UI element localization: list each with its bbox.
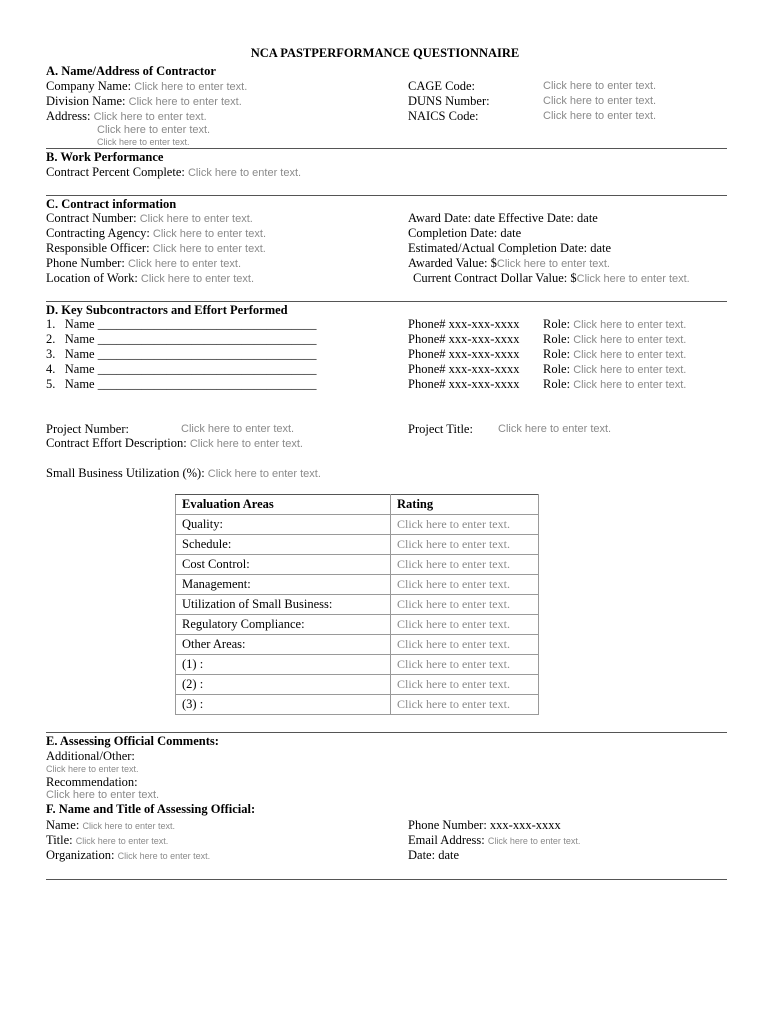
role-field[interactable]: Click here to enter text. (573, 379, 687, 391)
contracting-agency-label: Contracting Agency: (46, 226, 150, 240)
row-number: 1. (46, 317, 56, 331)
rating-field[interactable]: Click here to enter text. (391, 555, 539, 575)
table-row (176, 635, 539, 655)
section-b-heading: B. Work Performance (46, 150, 164, 164)
awarded-value-field[interactable]: Click here to enter text. (496, 258, 610, 270)
table-row (176, 555, 539, 575)
current-dollar-value-field[interactable]: Click here to enter text. (576, 273, 690, 285)
division-name-field[interactable]: Click here to enter text. (128, 96, 242, 108)
address-field-1[interactable]: Click here to enter text. (93, 111, 207, 123)
table-row (176, 615, 539, 635)
additional-other-field[interactable]: Click here to enter text. (46, 764, 139, 774)
subcontractor-row (46, 362, 316, 377)
awarded-value-label: Awarded Value: $ (408, 256, 497, 270)
responsible-officer-label: Responsible Officer: (46, 241, 150, 255)
official-title-label: Title: (46, 833, 73, 847)
address-label: Address: (46, 109, 91, 123)
role-field[interactable]: Click here to enter text. (573, 349, 687, 361)
duns-number-label: DUNS Number: (408, 94, 490, 108)
phone-number-field[interactable]: Click here to enter text. (127, 258, 242, 270)
area-label: Other Areas: (176, 635, 391, 655)
subcontractor-name-field[interactable]: Name ___________________________________ (64, 377, 317, 391)
division-name-label: Division Name: (46, 94, 126, 108)
row-number: 5. (46, 377, 56, 391)
page-title: NCA PASTPERFORMANCE QUESTIONNAIRE (250, 46, 520, 60)
cage-code-label: CAGE Code: (408, 79, 476, 93)
role-field[interactable]: Click here to enter text. (573, 334, 687, 346)
subcontractor-name-field[interactable]: Name ___________________________________ (64, 317, 317, 331)
subcontractor-phone[interactable]: Phone# xxx-xxx-xxxx (408, 362, 520, 376)
area-label: (2) : (176, 675, 391, 695)
table-row (176, 595, 539, 615)
organization-field[interactable]: Click here to enter text. (117, 851, 211, 861)
rating-field[interactable]: Click here to enter text. (391, 675, 539, 695)
column-header-evaluation-areas: Evaluation Areas (176, 495, 391, 515)
responsible-officer-field[interactable]: Click here to enter text. (152, 243, 266, 255)
area-label: Quality: (176, 515, 391, 535)
area-label: (3) : (176, 695, 391, 715)
contract-number-label: Contract Number: (46, 211, 137, 225)
contract-number-field[interactable]: Click here to enter text. (139, 213, 253, 225)
cage-code-field[interactable]: Click here to enter text. (543, 80, 657, 92)
table-row (176, 655, 539, 675)
role-label: Role: (543, 377, 571, 391)
row-number: 4. (46, 362, 56, 376)
area-label: Regulatory Compliance: (176, 615, 391, 635)
divider (46, 301, 727, 302)
rating-field[interactable]: Click here to enter text. (391, 575, 539, 595)
area-label: Cost Control: (176, 555, 391, 575)
subcontractor-row (46, 317, 316, 332)
section-c-heading: C. Contract information (46, 197, 177, 211)
location-of-work-label: Location of Work: (46, 271, 138, 285)
subcontractor-name-field[interactable]: Name ___________________________________ (64, 362, 317, 376)
role-field[interactable]: Click here to enter text. (573, 364, 687, 376)
section-a-heading: A. Name/Address of Contractor (46, 64, 216, 78)
subcontractor-phone[interactable]: Phone# xxx-xxx-xxxx (408, 332, 520, 346)
section-d-heading: D. Key Subcontractors and Effort Performed (46, 303, 288, 317)
table-header-row (176, 495, 539, 515)
effort-description-label: Contract Effort Description: (46, 436, 187, 450)
location-of-work-field[interactable]: Click here to enter text. (140, 273, 255, 285)
role-label: Role: (543, 332, 571, 346)
rating-field[interactable]: Click here to enter text. (391, 655, 539, 675)
small-business-utilization-label: Small Business Utilization (%): (46, 466, 205, 480)
area-label: Management: (176, 575, 391, 595)
table-row (176, 535, 539, 555)
duns-number-field[interactable]: Click here to enter text. (543, 95, 657, 107)
address-field-3[interactable]: Click here to enter text. (97, 137, 190, 147)
subcontractor-phone[interactable]: Phone# xxx-xxx-xxxx (408, 317, 520, 331)
evaluation-table (175, 494, 539, 715)
official-name-field[interactable]: Click here to enter text. (82, 821, 175, 831)
section-e-heading: E. Assessing Official Comments: (46, 734, 219, 748)
role-label: Role: (543, 317, 571, 331)
official-name-label: Name: (46, 818, 80, 832)
project-title-label: Project Title: (408, 422, 473, 436)
area-label: Schedule: (176, 535, 391, 555)
company-name-field[interactable]: Click here to enter text. (134, 81, 248, 93)
percent-complete-label: Contract Percent Complete: (46, 165, 185, 179)
recommendation-field[interactable]: Click here to enter text. (46, 789, 160, 801)
role-field[interactable]: Click here to enter text. (573, 319, 687, 331)
percent-complete-field[interactable]: Click here to enter text. (187, 167, 302, 179)
subcontractor-row (46, 377, 316, 392)
address-field-2[interactable]: Click here to enter text. (97, 124, 211, 136)
subcontractor-phone[interactable]: Phone# xxx-xxx-xxxx (408, 347, 520, 361)
column-header-rating: Rating (391, 495, 539, 515)
current-dollar-value-label: Current Contract Dollar Value: $ (413, 271, 577, 285)
rating-field[interactable]: Click here to enter text. (391, 695, 539, 715)
company-name-label: Company Name: (46, 79, 132, 93)
official-title-field[interactable]: Click here to enter text. (75, 836, 169, 846)
completion-date[interactable]: Completion Date: date (408, 226, 522, 240)
small-business-utilization-field[interactable]: Click here to enter text. (207, 468, 321, 480)
award-effective-date[interactable]: Award Date: date Effective Date: date (408, 211, 598, 225)
project-number-field[interactable]: Click here to enter text. (181, 423, 295, 435)
area-label: Utilization of Small Business: (176, 595, 391, 615)
table-row (176, 695, 539, 715)
email-address-field[interactable]: Click here to enter text. (487, 836, 581, 846)
naics-code-field[interactable]: Click here to enter text. (543, 110, 657, 122)
section-f-heading: F. Name and Title of Assessing Official: (46, 802, 256, 816)
area-label: (1) : (176, 655, 391, 675)
naics-code-label: NAICS Code: (408, 109, 479, 123)
recommendation-label: Recommendation: (46, 775, 138, 789)
official-date[interactable]: Date: date (408, 848, 460, 862)
table-row (176, 575, 539, 595)
project-title-field[interactable]: Click here to enter text. (498, 423, 612, 435)
rating-field[interactable]: Click here to enter text. (391, 615, 539, 635)
divider (46, 148, 727, 149)
table-row (176, 675, 539, 695)
official-phone-number[interactable]: Phone Number: xxx-xxx-xxxx (408, 818, 561, 832)
project-number-label: Project Number: (46, 422, 129, 436)
additional-other-label: Additional/Other: (46, 749, 135, 763)
subcontractor-name-field[interactable]: Name ___________________________________ (64, 332, 317, 346)
row-number: 2. (46, 332, 56, 346)
subcontractor-name-field[interactable]: Name ___________________________________ (64, 347, 317, 361)
contracting-agency-field[interactable]: Click here to enter text. (152, 228, 267, 240)
rating-field[interactable]: Click here to enter text. (391, 595, 539, 615)
subcontractor-row (46, 332, 316, 347)
effort-description-field[interactable]: Click here to enter text. (189, 438, 303, 450)
organization-label: Organization: (46, 848, 115, 862)
divider (46, 195, 727, 196)
phone-number-label: Phone Number: (46, 256, 125, 270)
role-label: Role: (543, 347, 571, 361)
divider (46, 879, 727, 880)
divider (46, 732, 727, 733)
rating-field[interactable]: Click here to enter text. (391, 515, 539, 535)
email-address-label: Email Address: (408, 833, 485, 847)
subcontractor-row (46, 347, 316, 362)
role-label: Role: (543, 362, 571, 376)
estimated-completion-date[interactable]: Estimated/Actual Completion Date: date (408, 241, 612, 255)
table-row (176, 515, 539, 535)
rating-field[interactable]: Click here to enter text. (391, 535, 539, 555)
row-number: 3. (46, 347, 56, 361)
rating-field[interactable]: Click here to enter text. (391, 635, 539, 655)
subcontractor-phone[interactable]: Phone# xxx-xxx-xxxx (408, 377, 520, 391)
